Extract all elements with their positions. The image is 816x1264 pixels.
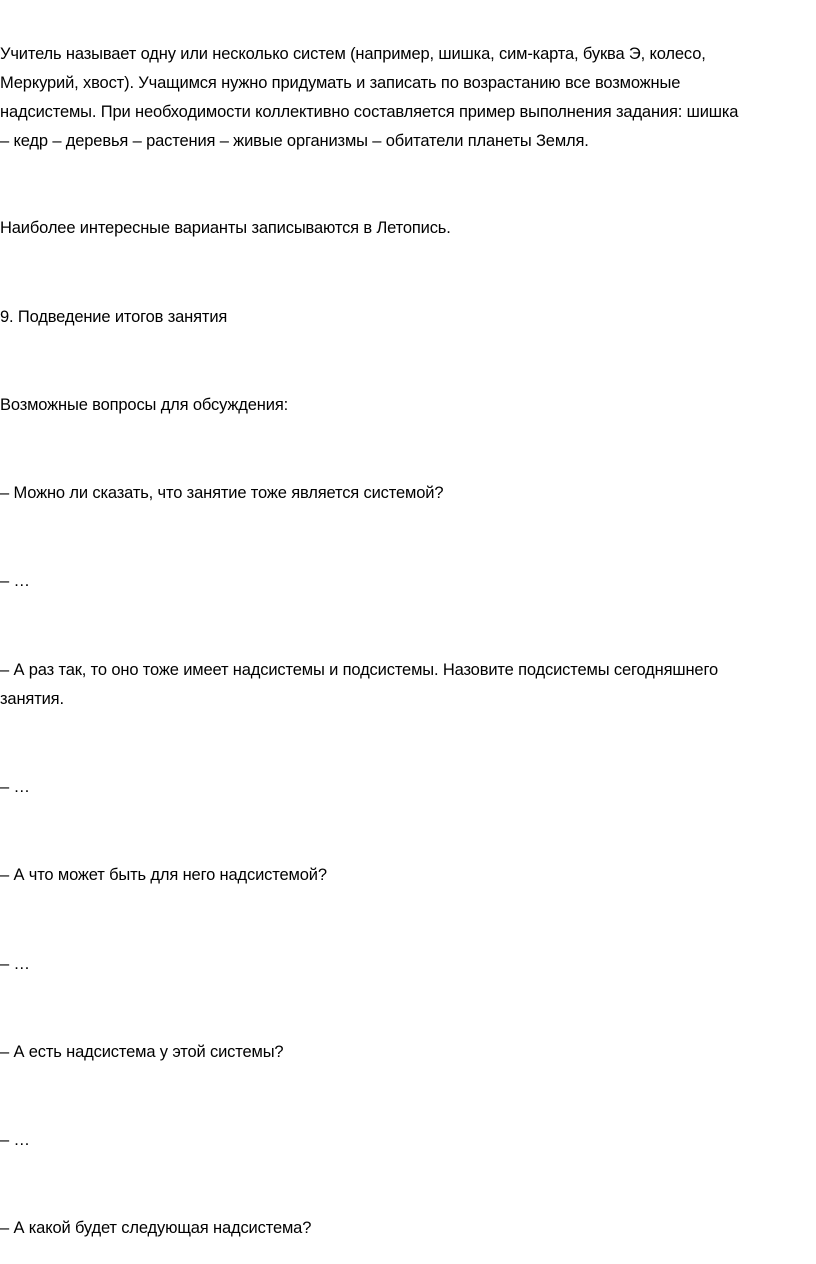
question-text: – А что может быть для него надсистемой? [0, 866, 327, 884]
answer-placeholder: – … [0, 572, 30, 590]
question-text: – А какой будет следующая надсистема? [0, 1219, 312, 1237]
paragraph-line: надсистемы. При необходимости коллективно составляется пример выполнения задания: шишка [0, 103, 739, 121]
paragraph-text: Наиболее интересные варианты записываются в Летопись. [0, 219, 451, 237]
section-heading: 9. Подведение итогов занятия [0, 308, 228, 326]
answer-placeholder: – … [0, 1131, 30, 1149]
answer-placeholder: – … [0, 778, 30, 796]
question-text: – А раз так, то оно тоже имеет надсистемы и подсистемы. Назовите подсистемы сегодняшнего [0, 661, 718, 679]
paragraph-line: – кедр – деревья – растения – живые организмы – обитатели планеты Земля. [0, 132, 589, 150]
paragraph-line: Меркурий, хвост). Учащимся нужно придумать и записать по возрастанию все возможные [0, 74, 681, 92]
discussion-intro: Возможные вопросы для обсуждения: [0, 396, 289, 414]
question-text: – А есть надсистема у этой системы? [0, 1043, 284, 1061]
question-text: – Можно ли сказать, что занятие тоже является системой? [0, 484, 444, 502]
paragraph-line: Учитель называет одну или несколько систем (например, шишка, сим-карта, буква Э, колесо, [0, 45, 706, 63]
question-text: занятия. [0, 690, 64, 708]
answer-placeholder: – … [0, 955, 30, 973]
